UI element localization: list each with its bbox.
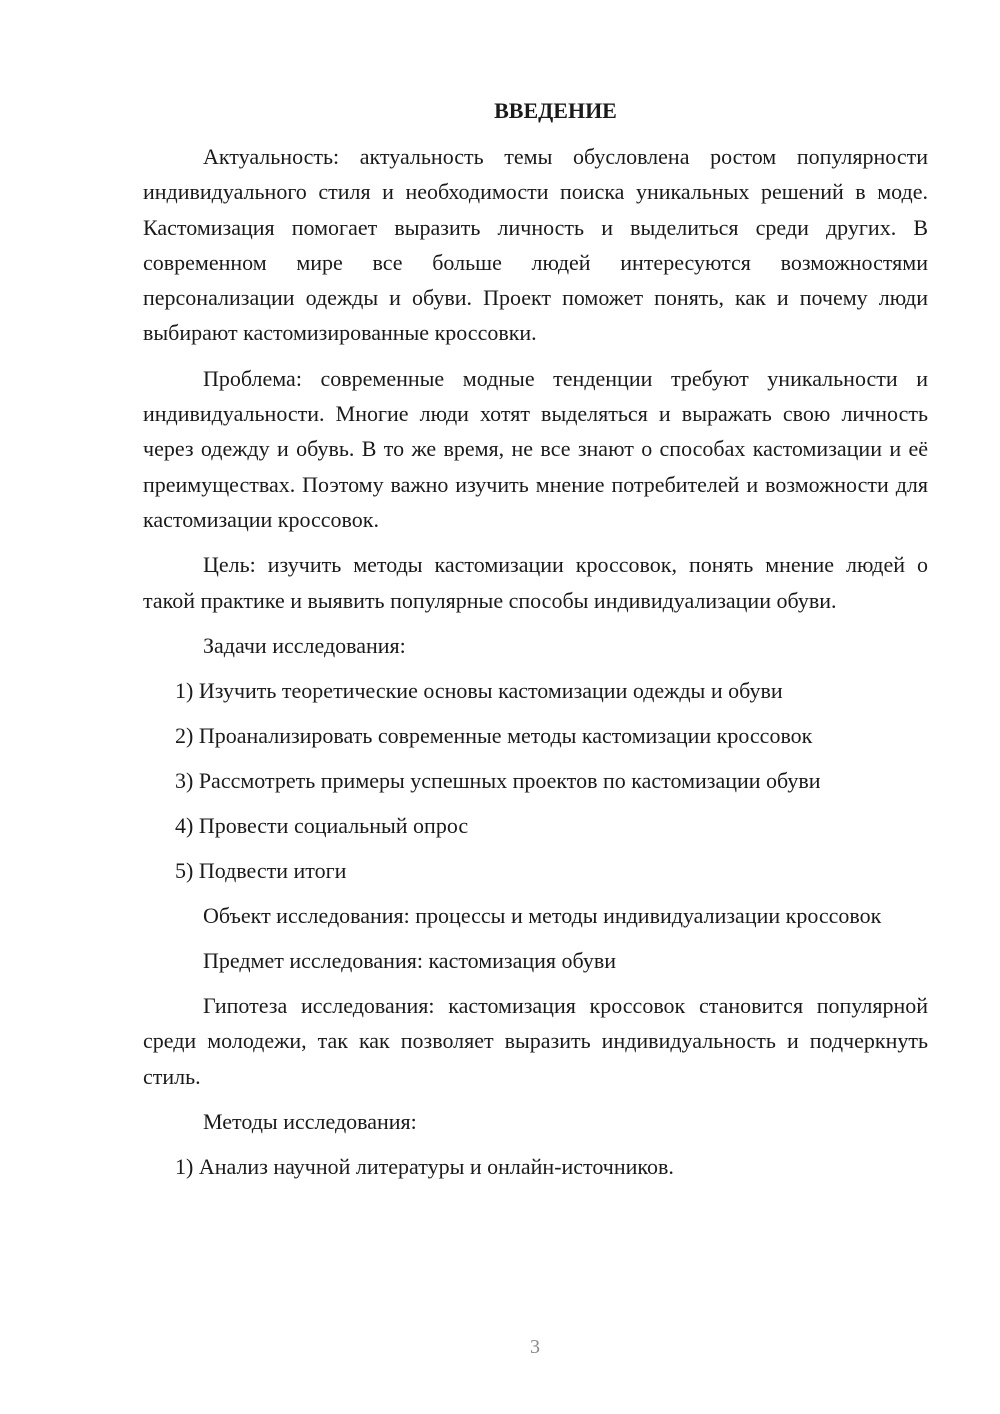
tasks-list — [143, 673, 928, 888]
problem-paragraph: Проблема: современные модные тенденции требуют уникальности и индивидуальности. Многие люди хотят выделяться и выражать свою личность через одежду и обувь. В то же время, не все знают о способах кастомизации и её преимуществах. Поэтому важно изучить мнение потребителей и возможности для кастомизации кроссовок. — [143, 365, 928, 532]
subject-paragraph: Предмет исследования: кастомизация обуви — [203, 948, 617, 974]
page-content — [143, 96, 928, 1194]
list-item: 2) Проанализировать современные методы кастомизации кроссовок — [175, 722, 813, 748]
list-item: 1) Изучить теоретические основы кастомизации одежды и обуви — [175, 677, 783, 703]
methods-heading: Методы исследования: — [203, 1109, 417, 1135]
goal-paragraph: Цель: изучить методы кастомизации кроссовок, понять мнение людей о такой практике и выявить популярные способы индивидуализации обуви. — [143, 552, 928, 613]
list-item: 4) Провести социальный опрос — [175, 812, 469, 838]
list-item: 5) Подвести итоги — [175, 857, 347, 883]
object-paragraph: Объект исследования: процессы и методы индивидуализации кроссовок — [203, 902, 882, 928]
section-title: ВВЕДЕНИЕ — [494, 98, 617, 123]
methods-list — [143, 1149, 928, 1184]
list-item: 1) Анализ научной литературы и онлайн-источников. — [175, 1154, 674, 1180]
relevance-paragraph: Актуальность: актуальность темы обусловлена ростом популярности индивидуального стиля и необходимости поиска уникальных решений в моде. Кастомизация помогает выразить личность и выделиться среди других. В современном мире все больше людей интересуются возможностями персонализации одежды и обуви. Проект поможет понять, как и почему люди выбирают кастомизированные кроссовки. — [143, 144, 928, 346]
hypothesis-paragraph: Гипотеза исследования: кастомизация кроссовок становится популярной среди молодежи, так как позволяет выразить индивидуальность и подчеркнуть стиль. — [143, 993, 928, 1089]
tasks-heading: Задачи исследования: — [203, 632, 406, 658]
page-number: 3 — [530, 1336, 540, 1358]
list-item: 3) Рассмотреть примеры успешных проектов по кастомизации обуви — [175, 767, 821, 793]
